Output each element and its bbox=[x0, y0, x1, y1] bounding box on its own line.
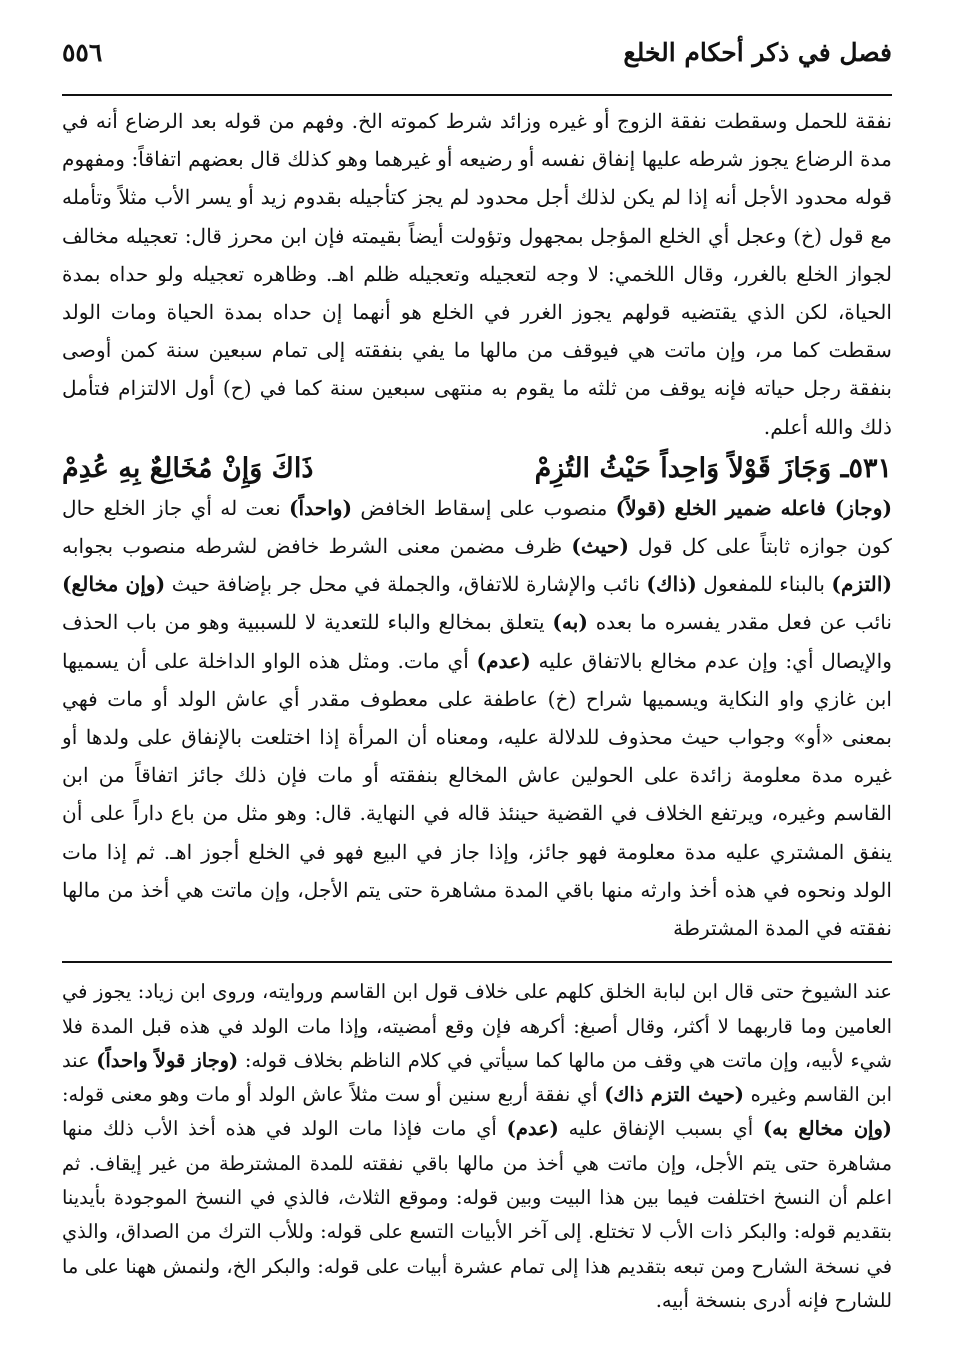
page-header bbox=[62, 30, 892, 96]
commentary-text: ظرف مضمن معنى الشرط خافض لشرطه منصوب بجوابه bbox=[62, 534, 563, 559]
footnote-text: عند الشيوخ حتى قال ابن لبابة الخلق كلهم على خلاف قول ابن القاسم وروايته، وروى ابن زياد: يجوز في العامين وما قاربهما لا أكثر، وقال أصبغ: أكرهه فإن وقع أمضيته، وإذا مات الولد في هذه قبل المدة فلا شيء لأبيه، وإن ماتت هي وقف من مالها كما سيأتي في كلام الناظم بخلاف قوله: bbox=[62, 980, 892, 1072]
book-page bbox=[62, 30, 892, 1318]
commentary-paragraph-1: نفقة للحمل وسقطت نفقة الزوج أو غيره وزائد شرط كموته الخ. وفهم من قوله بعد الرضاع أنه في مدة الرضاع يجوز شرطه عليها إنفاق نفسه أو رضيعه أو غيرهما وهو كذلك قال بعضهم اتفاقاً: ومفهوم قوله محدود الأجل أنه إذا لم يكن لذلك أجل محدود لم يجز كتأجيله بقدوم زيد أو يسر الأب مثلاً وتأمله مع قول (خ) وعجل أي الخلع المؤجل بمجهول وتؤولت أيضاً بقيمته فإن ابن محرز قال: تعجيله مخالف لجواز الخلع بالغرر، وقال اللخمي: لا وجه لتعجيله وتعجيله ظلم اهـ. وظاهره تعجيله ولو حداه بمدة الحياة، لكن الذي يقتضيه قولهم يجوز الغرر في الخلع هو أنهما إن حداه بمدة الحياة ومات الولد سقطت كما مر، وإن ماتت هي فيوقف من مالها ما يفي بنفقته إلى تمام سبعين سنة كمن أوصى بنفقة رجل حياته فإنه يوقف من ثلثه ما يقوم به منتهى سبعين سنة كما في (ح) أول الالتزام فتأمل ذلك والله أعلم. bbox=[62, 109, 892, 439]
footnote-text: أي بسبب الإنفاق عليه bbox=[568, 1117, 754, 1141]
bold-term: (التزم) bbox=[831, 572, 892, 597]
commentary-text: نائب عن فعل مقدر يفسره ما بعده bbox=[595, 610, 892, 635]
footnote-text: أي نفقة أربع سنين أو ست مثلاً عاش الولد أو مات وهو معنى قوله: bbox=[62, 1083, 598, 1107]
bold-term: (ذاك) bbox=[646, 572, 697, 597]
page-number: ٥٥٦ bbox=[62, 38, 103, 67]
verse-number: ٥٣١ـ bbox=[840, 452, 892, 484]
footnote-text: أي مات فإذا مات الولد في هذه أخذ الأب ذلك منها مشاهرة حتى يتم الأجل، وإن ماتت هي أخذ من مالها باقي نفقته للمدة المشترطة من غير إيقاف. ثم اعلم أن النسخ اختلفت فيما بين هذا البيت وبين قوله: وموقع الثلاث، فالذي في النسخ الموجودة بأيدينا بتقديم قوله: والبكر ذات الأب لا تختلع. إلى آخر الأبيات التسع على قوله: وللأب الترك من الصداق، والذي في نسخة الشارح ومن تبعه بتقديم هذا إلى تمام عشرة أبيات على قوله: والبكر الخ، ولنمش ههنا على ما للشارح فإنه أدرى بنسخة أبيه. bbox=[62, 1117, 892, 1312]
main-text bbox=[62, 102, 892, 947]
verse-first-hemistich-text: وَجَازَ قَوْلاً وَاحِداً حَيْثُ التُزِمْ bbox=[534, 452, 832, 484]
verse-second-hemistich: ذَاكَ وَإِنْ مُخَالِعٌ بِهِ عُدِمْ bbox=[62, 452, 314, 484]
bold-term: (به) bbox=[552, 610, 588, 635]
bold-term: (حيث) bbox=[571, 534, 629, 559]
bold-term: (حيث التزم ذاك) bbox=[604, 1083, 744, 1107]
commentary-text: منصوب على إسقاط الخافض bbox=[360, 495, 608, 520]
commentary-text: نائب والإشارة للاتفاق، والجملة في محل جر بإضافة حيث bbox=[171, 572, 640, 597]
verse-line bbox=[62, 449, 892, 489]
bold-term: (عدم) bbox=[506, 1117, 559, 1141]
bold-term: (وجاز) فاعله ضمير الخلع bbox=[674, 495, 893, 520]
bold-term: (عدم) bbox=[476, 648, 531, 673]
bold-term: (وإن مخالع به) bbox=[762, 1117, 892, 1141]
footnote-divider bbox=[62, 961, 892, 963]
footnote-paragraph bbox=[62, 975, 892, 1318]
commentary-text: بالبناء للمفعول bbox=[703, 572, 825, 597]
verse-first-hemistich bbox=[535, 449, 892, 489]
bold-term: (قولاً) bbox=[615, 495, 667, 520]
commentary-text: يتعلق بمخالع والباء للتعدية لا للسببية وهو من باب الحذف والإيصال أي: وإن عدم مخالع بالاتفاق عليه bbox=[62, 610, 893, 673]
bold-term: (وإن مخالع) bbox=[62, 572, 166, 597]
commentary-paragraph-2 bbox=[62, 489, 892, 947]
commentary-text: نعت له أي جاز الخلع حال كون جوازه ثابتاً على كل قول bbox=[62, 495, 892, 559]
footnote-text: عند ابن القاسم وغيره bbox=[62, 1048, 892, 1107]
footnotes bbox=[62, 975, 892, 1318]
running-title: فصل في ذكر أحكام الخلع bbox=[623, 38, 892, 67]
bold-term: (وجاز قولاً واحداً) bbox=[96, 1048, 239, 1072]
commentary-text: أي مات. ومثل هذه الواو الداخلة على أن يسميها ابن غازي واو النكاية ويسميها شراح (خ) عاطفة على معطوف مقدر أي عاش الولد أو مات فهي بمعنى «أو» وجواب حيث محذوف للدلالة عليه، ومعناه أن المرأة إذا اختلعت بالإنفاق على ولدها أو غيره مدة معلومة زائدة على الحولين عاش المخالع بنفقته أو مات فإن ذلك جائز اتفاقاً من ابن القاسم وغيره، ويرتفع الخلاف في القضية حينئذ قاله في النهاية. قال: وهو مثل من باع داراً على أن ينفق المشتري عليه مدة معلومة فهو جائز، وإذا جاز في البيع فهو في الخلع أجوز اهـ. ثم إذا مات الولد ونحوه في هذه أخذ وارثه منها باقي المدة مشاهرة حتى يتم الأجل، وإن ماتت هي أخذ من مالها نفقته في المدة المشترطة bbox=[62, 648, 892, 941]
bold-term: (واحداً) bbox=[288, 495, 353, 520]
